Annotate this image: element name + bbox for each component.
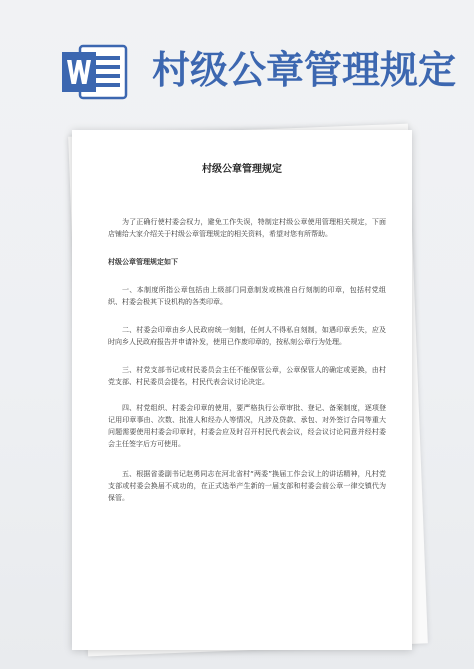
clause-paragraph-3: 三、村党支部书记或村民委员会主任不能保管公章，公章保管人的确定或更换，由村党支部、村民委员会提名，村民代表会议讨论决定。 bbox=[108, 366, 386, 386]
document-title: 村级公章管理规定 bbox=[202, 164, 282, 175]
clause-paragraph-2: 二、村委会印章由乡人民政府统一刻制，任何人不得私自刻制，如遇印章丢失，应及时向乡人民政府报告并申请补发，使用已作废印章的，按私刻公章行为处理。 bbox=[108, 326, 386, 346]
clause-paragraph-5: 五、根据省委副书记赵勇同志在河北省村“两委”换届工作会议上的讲话精神，凡村党支部或村委会换届不成功的，在正式选举产生新的一届支部和村委会前公章一律交镇代为保管。 bbox=[108, 470, 386, 502]
banner-header bbox=[0, 0, 474, 120]
clause-paragraph-1: 一、本制度所指公章包括由上级部门同意制发或核准自行刻制的印章，包括村党组织、村委会极其下设机构的各类印章。 bbox=[108, 286, 386, 306]
document-page bbox=[72, 130, 412, 650]
section-heading: 村级公章管理规定如下 bbox=[108, 258, 178, 266]
intro-paragraph: 为了正确行使村委会权力，避免工作失误，特制定村级公章使用管理相关规定，下面店铺给大家介绍关于村级公章管理规定的相关资料，希望对您有所帮助。 bbox=[108, 218, 386, 238]
word-icon bbox=[60, 40, 132, 104]
banner-title: 村级公章管理规定 bbox=[152, 48, 457, 92]
clause-paragraph-4: 四、村党组织、村委会印章的使用，要严格执行公章审批、登记、备案制度，逐项登记用印章事由、次数、批准人和经办人等情况，凡涉及贷款、承包、对外签订合同等重大问题需要使用村委会印章时，村委会应及时召开村民代表会议，经会议讨论同意并经村委会主任签字后方可使用。 bbox=[108, 404, 386, 448]
